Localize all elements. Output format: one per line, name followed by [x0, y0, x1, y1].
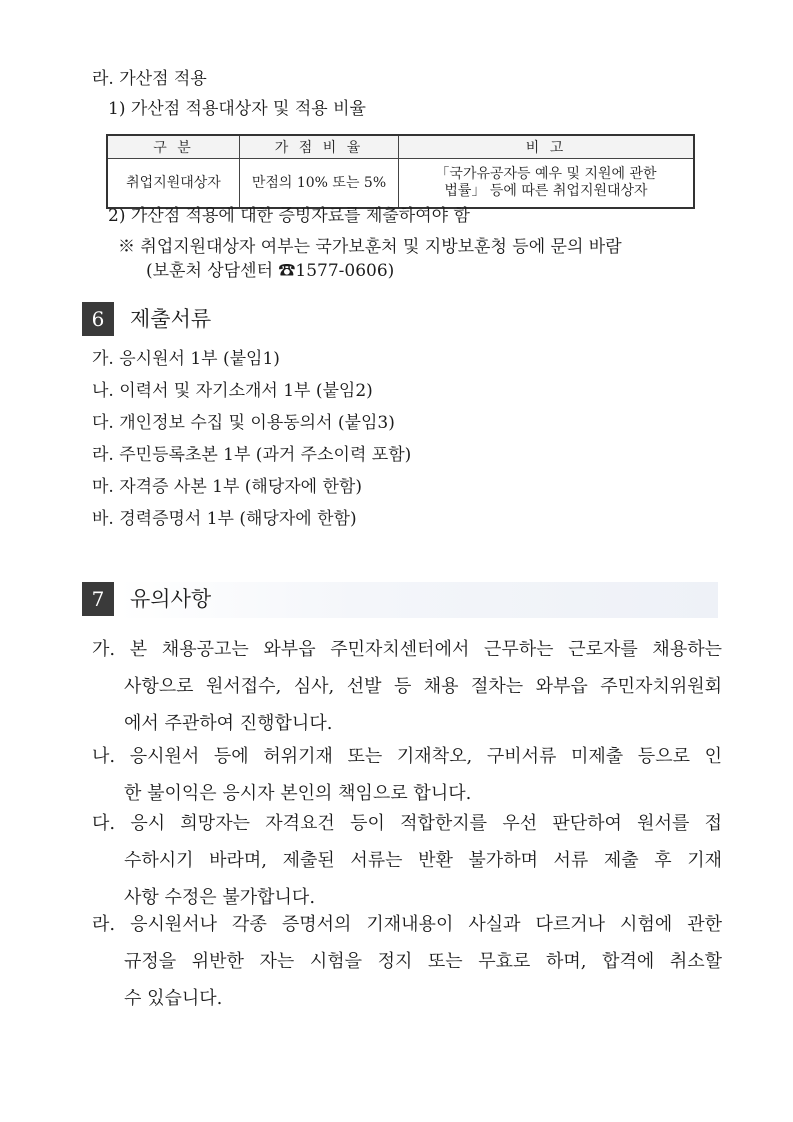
paragraph-line: 사항으로 원서접수, 심사, 선발 등 채용 절차는 와부읍 주민자치위원회 — [124, 676, 722, 697]
paragraph-line: 규정을 위반한 자는 시험을 정지 또는 무효로 하며, 합격에 취소할 — [124, 951, 722, 972]
section-6-number: 6 — [82, 302, 114, 336]
notice-paragraph-3 — [92, 812, 722, 923]
table-row — [107, 159, 694, 209]
paragraph-line: 사항 수정은 불가합니다. — [124, 887, 316, 908]
table-cell-ratio: 만점의 10% 또는 5% — [240, 159, 399, 209]
table-header-row — [107, 135, 694, 159]
document-item-3: 다. 개인정보 수집 및 이용동의서 (붙임3) — [92, 413, 395, 433]
bonus-subheading-1: 1) 가산점 적용대상자 및 적용 비율 — [108, 99, 366, 119]
table-cell-category: 취업지원대상자 — [107, 159, 240, 209]
notice-prefix: (보훈처 상담센터 — [146, 261, 279, 281]
notice-paragraph-4 — [92, 913, 722, 1024]
table-cell-note — [399, 159, 695, 209]
bonus-subheading-2: 2) 가산점 적용에 대한 증빙자료를 제출하여야 함 — [108, 206, 470, 226]
section-7-title: 유의사항 — [130, 587, 212, 611]
paragraph-line: 수 있습니다. — [124, 988, 223, 1009]
notice-line-2 — [146, 260, 394, 282]
bonus-heading: 라. 가산점 적용 — [92, 69, 207, 89]
table-header-category: 구 분 — [107, 135, 240, 159]
document-item-1: 가. 응시원서 1부 (붙임1) — [92, 349, 280, 369]
phone-icon: ☎ — [278, 261, 296, 281]
document-item-2: 나. 이력서 및 자기소개서 1부 (붙임2) — [92, 381, 373, 401]
document-item-4: 라. 주민등록초본 1부 (과거 주소이력 포함) — [92, 445, 412, 465]
paragraph-line: 수하시기 바라며, 제출된 서류는 반환 불가하며 서류 제출 후 기재 — [124, 850, 722, 871]
notice-paragraph-2 — [92, 745, 722, 819]
document-item-6: 바. 경력증명서 1부 (해당자에 한함) — [92, 509, 357, 529]
paragraph-line: 한 불이익은 응시자 본인의 책임으로 합니다. — [124, 783, 472, 804]
table-header-ratio: 가 점 비 율 — [240, 135, 399, 159]
section-6-title: 제출서류 — [130, 307, 212, 331]
paragraph-line: 에서 주관하여 진행합니다. — [124, 713, 333, 734]
paragraph-line: 나. 응시원서 등에 허위기재 또는 기재착오, 구비서류 미제출 등으로 인 — [92, 746, 722, 767]
paragraph-line: 가. 본 채용공고는 와부읍 주민자치센터에서 근무하는 근로자를 채용하는 — [92, 639, 722, 660]
paragraph-line: 라. 응시원서나 각종 증명서의 기재내용이 사실과 다르거나 시험에 관한 — [92, 914, 722, 935]
paragraph-line: 다. 응시 희망자는 자격요건 등이 적합한지를 우선 판단하여 원서를 접 — [92, 813, 722, 834]
section-7-number: 7 — [82, 582, 114, 616]
note-line-1: 「국가유공자등 예우 및 지원에 관한 — [435, 166, 657, 182]
table-header-note: 비 고 — [399, 135, 695, 159]
notice-paragraph-1 — [92, 638, 722, 749]
phone-number: 1577-0606) — [295, 261, 395, 281]
bonus-ratio-table — [106, 134, 695, 209]
note-line-2: 법률」 등에 따른 취업지원대상자 — [444, 183, 648, 199]
document-item-5: 마. 자격증 사본 1부 (해당자에 한함) — [92, 477, 362, 497]
notice-line-1: ※ 취업지원대상자 여부는 국가보훈처 및 지방보훈청 등에 문의 바람 — [118, 237, 622, 257]
